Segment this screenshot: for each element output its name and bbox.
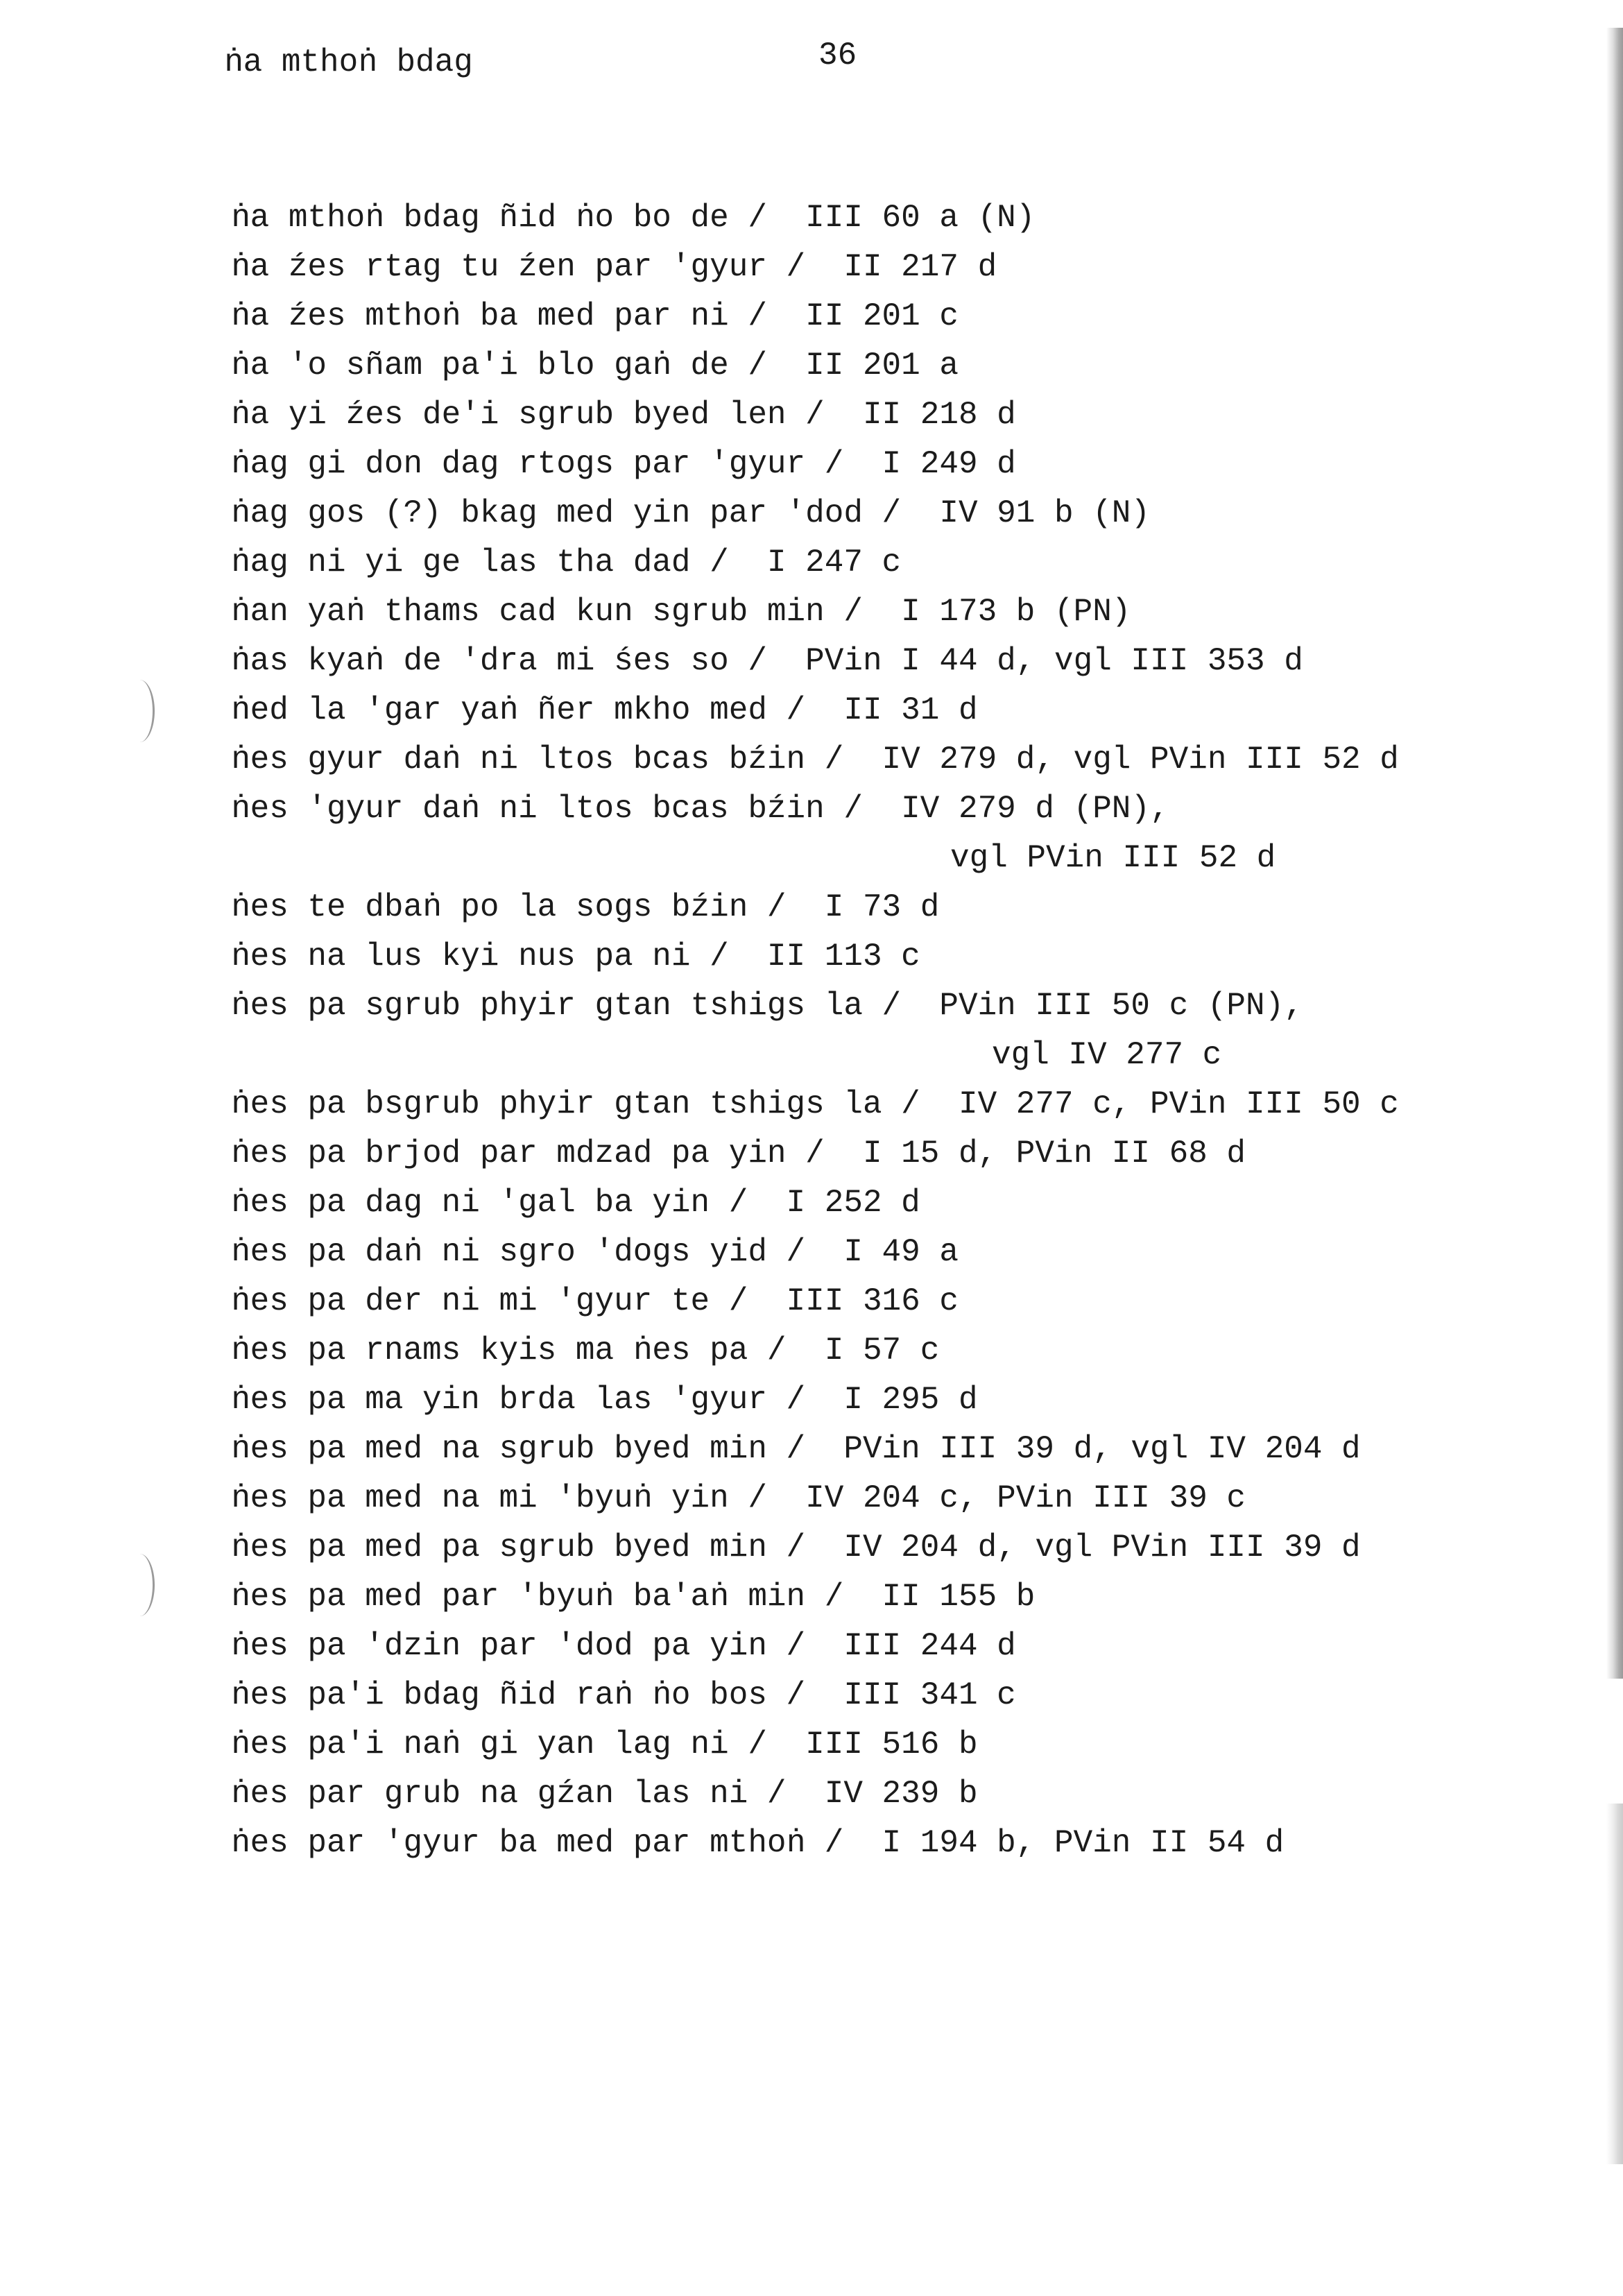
entry-text: ṅa mthoṅ bdag ñid ṅo bo de / III 60 a (N) [231, 200, 1036, 236]
index-entry [231, 1622, 1549, 1671]
index-entry [231, 588, 1549, 637]
index-entry [231, 1326, 1549, 1376]
entry-text: ṅes pa'i naṅ gi yan lag ni / III 516 b [231, 1727, 978, 1763]
index-entry [231, 1770, 1549, 1819]
entry-text: ṅes pa med pa sgrub byed min / IV 204 d, vgl PVin III 39 d [231, 1530, 1361, 1566]
entry-text: ṅag gi don dag rtogs par 'gyur / I 249 d [231, 446, 1016, 482]
index-entry [231, 932, 1549, 982]
index-entry [231, 440, 1549, 489]
entry-text: ṅas kyaṅ de 'dra mi śes so / PVin I 44 d, vgl III 353 d [231, 643, 1303, 679]
entry-text: ṅes 'gyur daṅ ni ltos bcas bźin / IV 279 d (PN), [231, 791, 1169, 827]
index-entry [231, 538, 1549, 588]
punch-hole-mark [125, 680, 155, 742]
index-entry [231, 1720, 1549, 1770]
entry-text: ṅa źes rtag tu źen par 'gyur / II 217 d [231, 249, 997, 285]
index-entry [231, 391, 1549, 440]
index-entry [231, 1573, 1549, 1622]
entry-text: ṅa 'o sñam pa'i blo gaṅ de / II 201 a [231, 348, 959, 384]
index-entry [231, 1671, 1549, 1720]
entry-reference-continuation: vgl IV 277 c [992, 1037, 1222, 1073]
index-entry [231, 1376, 1549, 1425]
page-number: 36 [818, 37, 857, 74]
entry-text: ṅes pa'i bdag ñid raṅ ṅo bos / III 341 c [231, 1677, 1016, 1713]
entry-text: ṅes te dbaṅ po la sogs bźin / I 73 d [231, 889, 940, 925]
entry-text: ṅa yi źes de'i sgrub byed len / II 218 d [231, 397, 1016, 433]
index-entry [231, 1425, 1549, 1474]
entry-text: ṅes pa 'dzin par 'dod pa yin / III 244 d [231, 1628, 1016, 1664]
entry-text: ṅes pa med na mi 'byuṅ yin / IV 204 c, PVin III 39 c [231, 1480, 1246, 1516]
index-entry [231, 1474, 1549, 1523]
entry-text: ṅag ni yi ge las tha dad / I 247 c [231, 545, 902, 581]
scan-edge-shadow-lower [1606, 1804, 1623, 2164]
entry-text: ṅes na lus kyi nus pa ni / II 113 c [231, 939, 920, 975]
entry-text: ṅes pa bsgrub phyir gtan tshigs la / IV 277 c, PVin III 50 c [231, 1086, 1399, 1122]
index-entry [231, 883, 1549, 932]
entry-text: ṅes pa der ni mi 'gyur te / III 316 c [231, 1283, 959, 1319]
running-head: ṅa mthoṅ bdag [224, 44, 473, 80]
index-entry [231, 489, 1549, 538]
index-entry [231, 982, 1549, 1080]
index-entry [231, 243, 1549, 292]
index-entry [231, 1129, 1549, 1179]
entry-text: ṅes pa dag ni 'gal ba yin / I 252 d [231, 1185, 920, 1221]
entry-text: ṅes pa sgrub phyir gtan tshigs la / PVin III 50 c (PN), [231, 988, 1303, 1024]
index-entry [231, 1179, 1549, 1228]
entry-text: ṅed la 'gar yaṅ ñer mkho med / II 31 d [231, 692, 978, 728]
entry-text: ṅes pa med na sgrub byed min / PVin III 39 d, vgl IV 204 d [231, 1431, 1361, 1467]
entry-text: ṅan yaṅ thams cad kun sgrub min / I 173 b (PN) [231, 594, 1131, 630]
entry-text: ṅes par grub na gźan las ni / IV 239 b [231, 1776, 978, 1812]
entry-text: ṅes pa brjod par mdzad pa yin / I 15 d, PVin II 68 d [231, 1136, 1246, 1172]
entry-text: ṅes par 'gyur ba med par mthoṅ / I 194 b, PVin II 54 d [231, 1825, 1285, 1861]
index-entry [231, 1523, 1549, 1573]
index-entry-list [231, 194, 1549, 1868]
entry-text: ṅes pa rnams kyis ma ṅes pa / I 57 c [231, 1333, 940, 1369]
entry-text: ṅag gos (?) bkag med yin par 'dod / IV 91 b (N) [231, 495, 1151, 531]
index-entry [231, 1277, 1549, 1326]
index-entry [231, 1228, 1549, 1277]
punch-hole-mark [125, 1554, 155, 1616]
scan-edge-shadow [1606, 28, 1623, 1679]
index-entry [231, 1819, 1549, 1868]
index-entry [231, 1080, 1549, 1129]
index-entry [231, 341, 1549, 391]
entry-text: ṅes pa med par 'byuṅ ba'aṅ min / II 155 b [231, 1579, 1036, 1615]
index-entry [231, 637, 1549, 686]
index-entry [231, 292, 1549, 341]
index-entry [231, 194, 1549, 243]
entry-text: ṅes pa ma yin brda las 'gyur / I 295 d [231, 1382, 978, 1418]
index-entry [231, 686, 1549, 735]
index-entry [231, 785, 1549, 883]
entry-text: ṅes pa daṅ ni sgro 'dogs yid / I 49 a [231, 1234, 959, 1270]
entry-text: ṅa źes mthoṅ ba med par ni / II 201 c [231, 298, 959, 334]
entry-text: ṅes gyur daṅ ni ltos bcas bźin / IV 279 d, vgl PVin III 52 d [231, 742, 1399, 778]
index-entry [231, 735, 1549, 785]
entry-reference-continuation: vgl PVin III 52 d [950, 840, 1276, 876]
